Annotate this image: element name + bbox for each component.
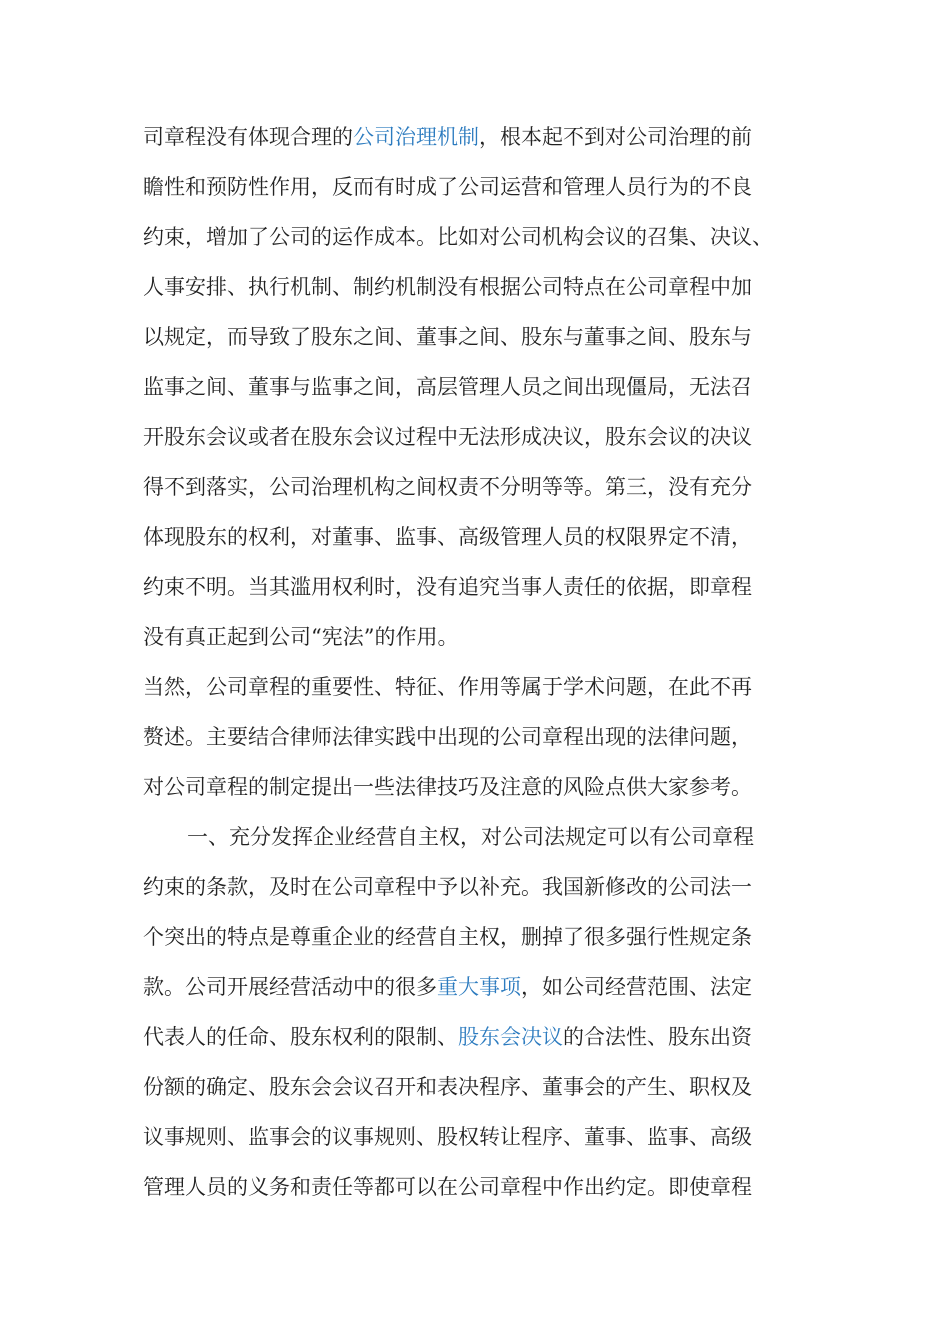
text-line [187,820,867,854]
text-span: 约束的条款，及时在公司章程中予以补充。我国新修改的公司法一 [143,875,752,899]
text-span: ，根本起不到对公司治理的前 [479,125,752,149]
text-line [143,320,823,354]
text-line [143,570,823,604]
text-span: 个突出的特点是尊重企业的经营自主权，删掉了很多强行性规定条 [143,925,752,949]
text-line [143,470,823,504]
text-line [143,970,823,1004]
text-span: 款。公司开展经营活动中的很多 [143,975,437,999]
text-line [143,120,823,154]
text-span: 体现股东的权利，对董事、监事、高级管理人员的权限界定不清， [143,525,752,549]
text-span: 监事之间、董事与监事之间，高层管理人员之间出现僵局，无法召 [143,375,752,399]
text-span: 的合法性、股东出资 [563,1025,752,1049]
text-line [143,720,823,754]
text-line [143,920,823,954]
text-line [143,520,823,554]
text-span: ，如公司经营范围、法定 [521,975,752,999]
text-line [143,620,823,654]
text-span: 人事安排、执行机制、制约机制没有根据公司特点在公司章程中加 [143,275,752,299]
text-span: 份额的确定、股东会会议召开和表决程序、董事会的产生、职权及 [143,1075,752,1099]
text-span: 瞻性和预防性作用，反而有时成了公司运营和管理人员行为的不良 [143,175,752,199]
text-line [143,1070,823,1104]
text-span: 得不到落实，公司治理机构之间权责不分明等等。第三，没有充分 [143,475,752,499]
hyperlink[interactable]: 公司治理机制 [353,125,479,149]
text-line [143,670,823,704]
text-span: 赘述。主要结合律师法律实践中出现的公司章程出现的法律问题， [143,725,752,749]
hyperlink[interactable]: 重大事项 [437,975,521,999]
text-span: 约束不明。当其滥用权利时，没有追究当事人责任的依据，即章程 [143,575,752,599]
text-line [143,870,823,904]
text-span: 约束，增加了公司的运作成本。比如对公司机构会议的召集、决议、 [143,225,773,249]
text-span: 管理人员的义务和责任等都可以在公司章程中作出约定。即使章程 [143,1175,752,1199]
text-line [143,170,823,204]
text-line [143,420,823,454]
text-span: 代表人的任命、股东权利的限制、 [143,1025,458,1049]
text-line [143,1020,823,1054]
text-line [143,770,823,804]
text-line [143,220,823,254]
text-span: 司章程没有体现合理的 [143,125,353,149]
text-span: 当然，公司章程的重要性、特征、作用等属于学术问题，在此不再 [143,675,752,699]
text-span: 议事规则、监事会的议事规则、股权转让程序、董事、监事、高级 [143,1125,752,1149]
hyperlink[interactable]: 股东会决议 [458,1025,563,1049]
text-span: 开股东会议或者在股东会议过程中无法形成决议，股东会议的决议 [143,425,752,449]
text-line [143,270,823,304]
text-span: 对公司章程的制定提出一些法律技巧及注意的风险点供大家参考。 [143,775,752,799]
text-span: 一、充分发挥企业经营自主权，对公司法规定可以有公司章程 [187,825,754,849]
text-span: 以规定，而导致了股东之间、董事之间、股东与董事之间、股东与 [143,325,752,349]
text-line [143,1170,823,1204]
text-span: 没有真正起到公司“宪法”的作用。 [143,625,459,649]
text-line [143,1120,823,1154]
text-line [143,370,823,404]
